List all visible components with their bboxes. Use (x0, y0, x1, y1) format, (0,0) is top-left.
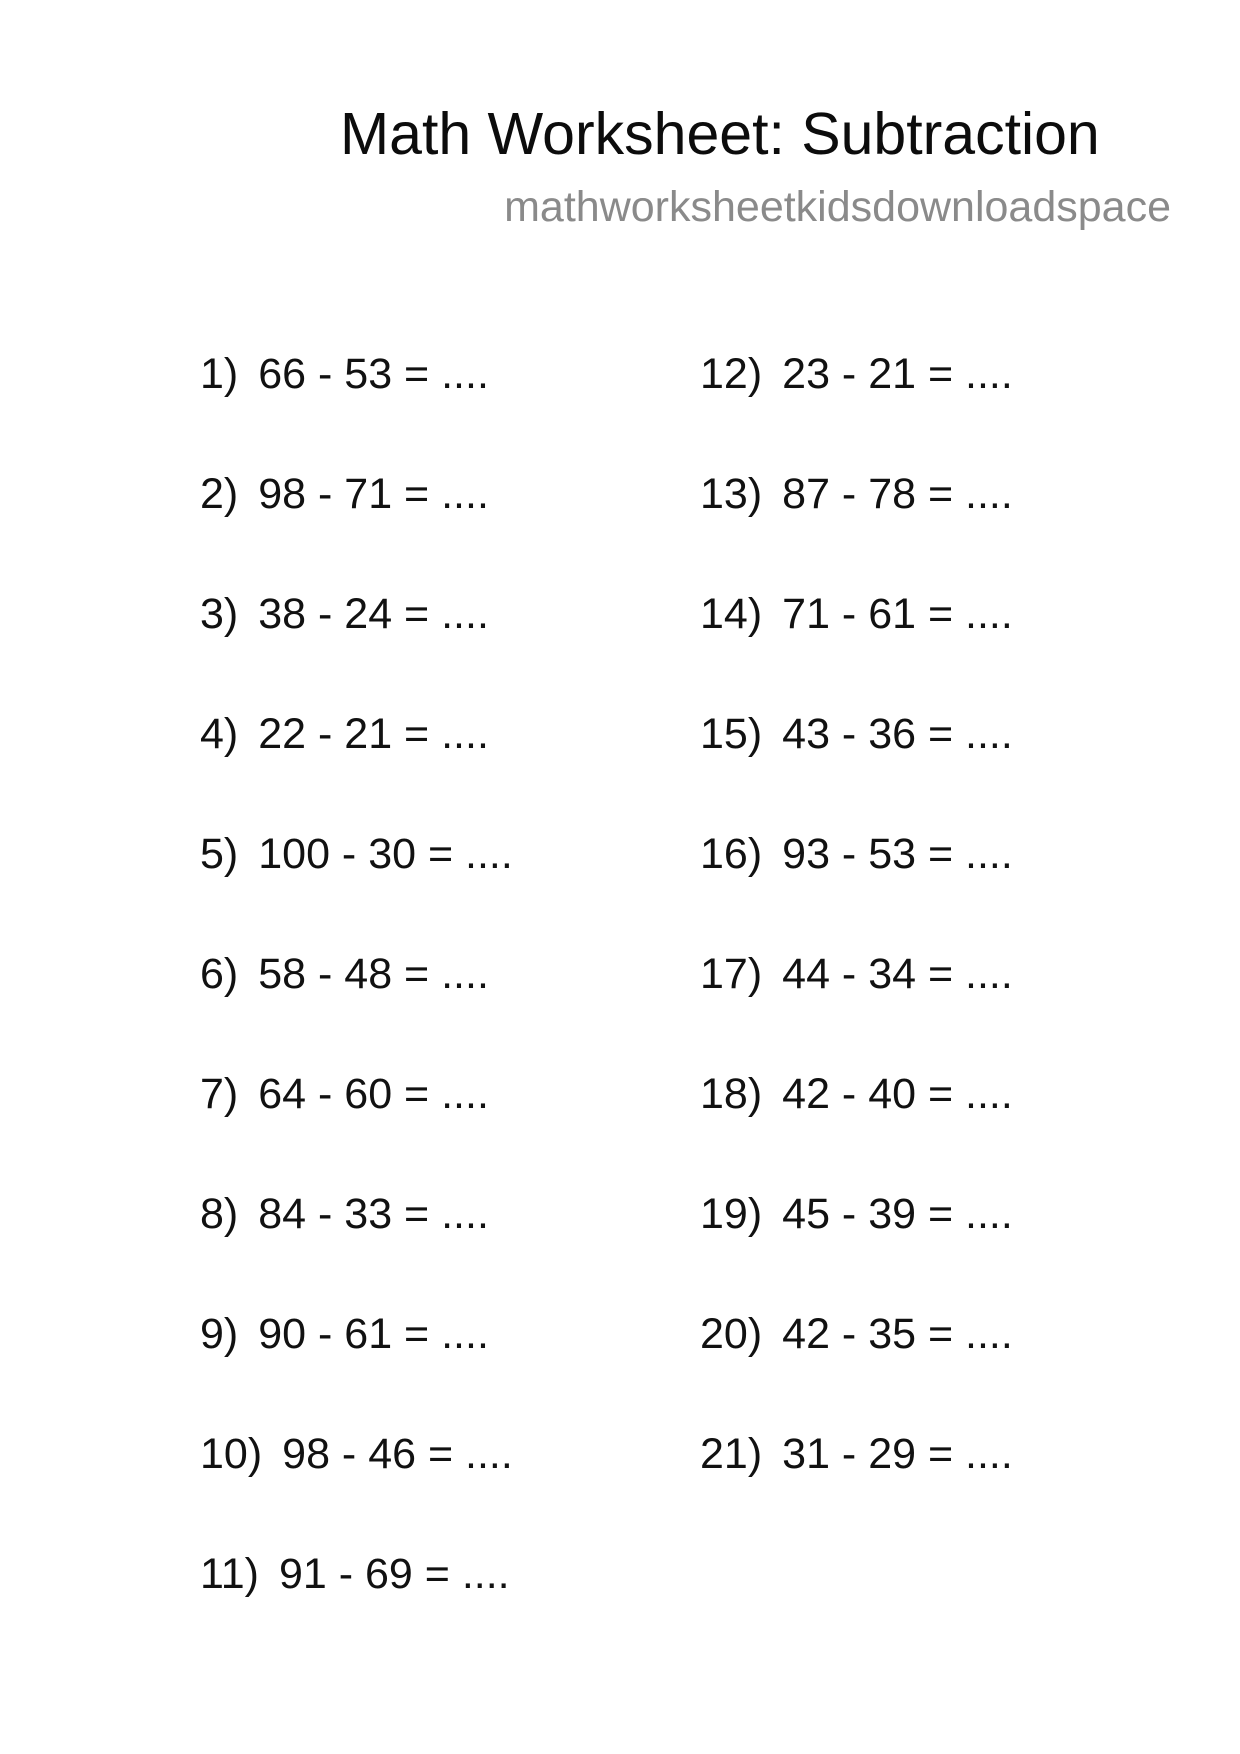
problem-number: 18) (700, 1070, 763, 1118)
problem-1 (200, 348, 640, 468)
problem-4 (200, 708, 640, 828)
problem-2 (200, 468, 640, 588)
problem-14 (700, 588, 1140, 708)
problem-8 (200, 1188, 640, 1308)
problem-number: 15) (700, 710, 763, 758)
problem-number: 4) (200, 710, 239, 758)
problem-column-right (700, 348, 1140, 1548)
problem-6 (200, 948, 640, 1068)
problem-expression: 31 - 29 = .... (782, 1430, 1013, 1478)
problem-number: 20) (700, 1310, 763, 1358)
problem-21 (700, 1428, 1140, 1548)
problem-expression: 22 - 21 = .... (258, 710, 489, 758)
problem-3 (200, 588, 640, 708)
problem-number: 19) (700, 1190, 763, 1238)
problem-expression: 90 - 61 = .... (258, 1310, 489, 1358)
problem-expression: 98 - 71 = .... (258, 470, 489, 518)
problem-number: 21) (700, 1430, 763, 1478)
problem-expression: 43 - 36 = .... (782, 710, 1013, 758)
problem-expression: 38 - 24 = .... (258, 590, 489, 638)
problem-expression: 87 - 78 = .... (782, 470, 1013, 518)
problem-number: 12) (700, 350, 763, 398)
problem-11 (200, 1548, 640, 1668)
problem-number: 2) (200, 470, 239, 518)
problem-expression: 58 - 48 = .... (258, 950, 489, 998)
problem-number: 6) (200, 950, 239, 998)
problem-15 (700, 708, 1140, 828)
problem-expression: 100 - 30 = .... (258, 830, 513, 878)
problem-9 (200, 1308, 640, 1428)
problem-number: 7) (200, 1070, 239, 1118)
problem-expression: 23 - 21 = .... (782, 350, 1013, 398)
problem-expression: 91 - 69 = .... (278, 1550, 510, 1598)
problem-19 (700, 1188, 1140, 1308)
problem-expression: 71 - 61 = .... (782, 590, 1013, 638)
problem-10 (200, 1428, 640, 1548)
problem-number: 10) (200, 1430, 263, 1478)
problem-number: 13) (700, 470, 763, 518)
problem-expression: 64 - 60 = .... (258, 1070, 489, 1118)
problem-number: 17) (700, 950, 763, 998)
problem-13 (700, 468, 1140, 588)
problem-number: 9) (200, 1310, 239, 1358)
problem-7 (200, 1068, 640, 1188)
problem-number: 16) (700, 830, 763, 878)
problem-number: 14) (700, 590, 763, 638)
problem-16 (700, 828, 1140, 948)
problem-18 (700, 1068, 1140, 1188)
problem-number: 3) (200, 590, 239, 638)
problem-expression: 45 - 39 = .... (782, 1190, 1013, 1238)
problem-number: 1) (200, 350, 239, 398)
problem-expression: 66 - 53 = .... (258, 350, 489, 398)
problem-expression: 44 - 34 = .... (782, 950, 1013, 998)
problem-5 (200, 828, 640, 948)
problem-expression: 84 - 33 = .... (258, 1190, 489, 1238)
problem-20 (700, 1308, 1140, 1428)
worksheet-title: Math Worksheet: Subtraction (340, 101, 1100, 167)
problem-expression: 42 - 40 = .... (782, 1070, 1013, 1118)
problem-expression: 93 - 53 = .... (782, 830, 1013, 878)
problem-17 (700, 948, 1140, 1068)
problem-expression: 98 - 46 = .... (282, 1430, 513, 1478)
worksheet-subtitle: mathworksheetkidsdownloadspace (504, 183, 1171, 231)
problem-number: 5) (200, 830, 239, 878)
problem-12 (700, 348, 1140, 468)
problem-number: 8) (200, 1190, 239, 1238)
problem-column-left (200, 348, 640, 1668)
problem-number: 11) (200, 1550, 259, 1598)
problem-expression: 42 - 35 = .... (782, 1310, 1013, 1358)
